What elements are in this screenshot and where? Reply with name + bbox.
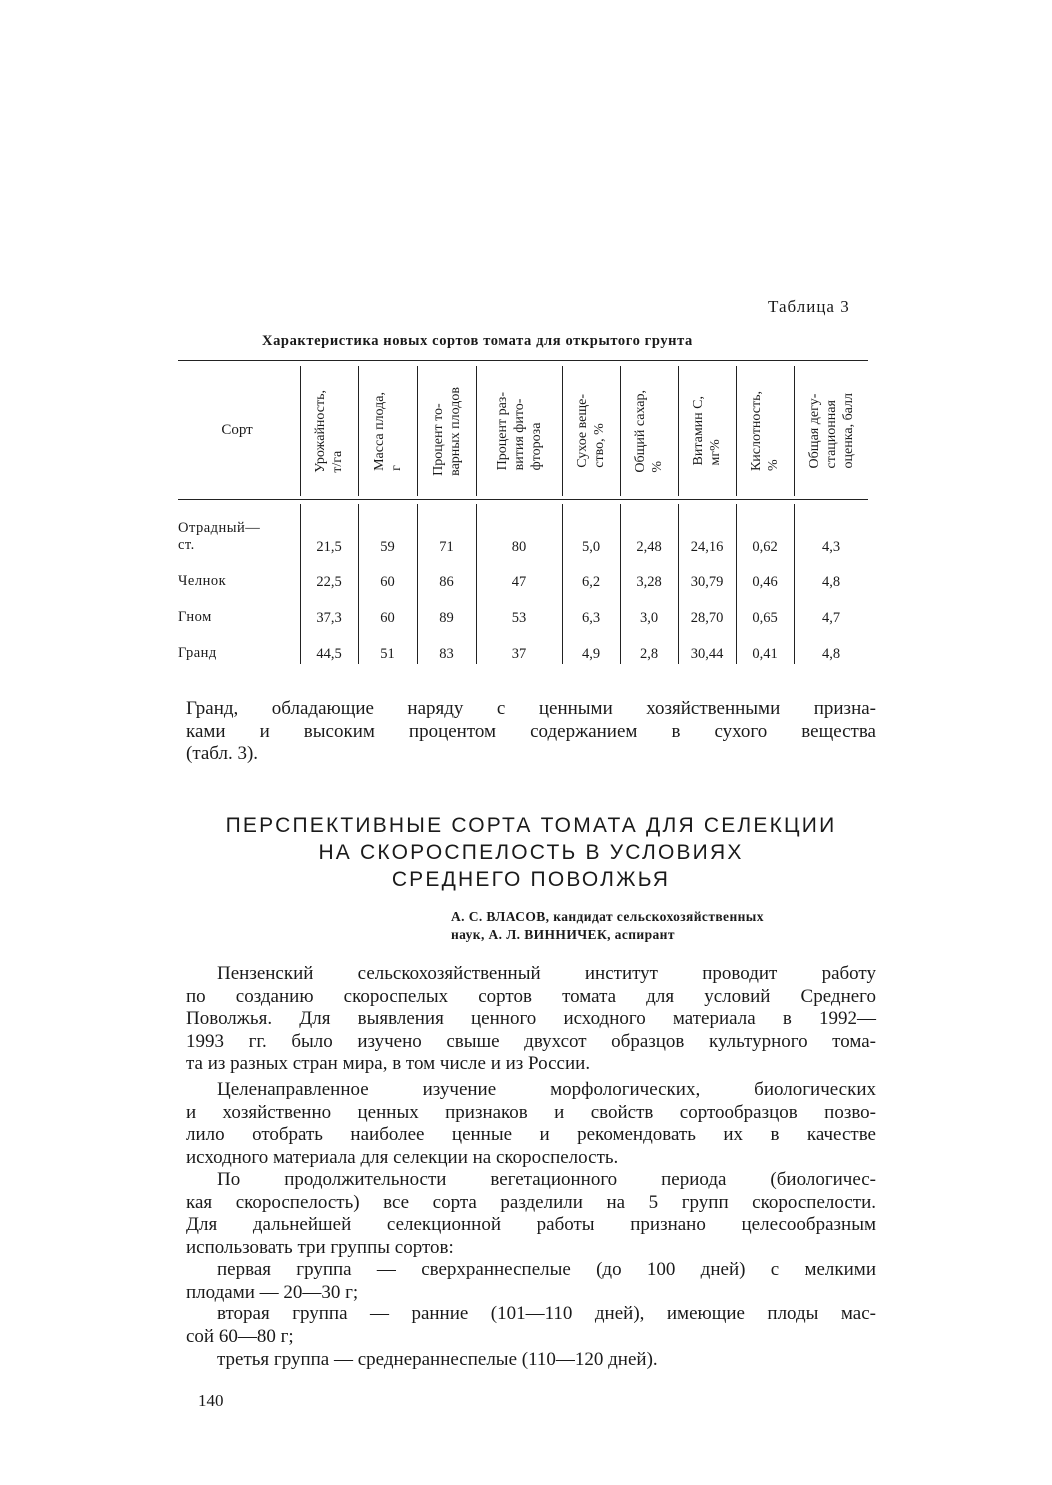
variety-name: Гранд bbox=[178, 645, 217, 661]
body-paragraph bbox=[186, 1259, 876, 1304]
article-title bbox=[186, 812, 876, 893]
column-header-label: Масса плода, г bbox=[371, 391, 404, 471]
table-cell: 4,8 bbox=[821, 574, 841, 590]
table-cell: 0,62 bbox=[752, 539, 778, 555]
title-line: НА СКОРОСПЕЛОСТЬ В УСЛОВИЯХ bbox=[318, 841, 744, 864]
text-line: (табл. 3). bbox=[186, 743, 259, 765]
column-header bbox=[417, 364, 476, 498]
text-line: вторая группа — ранние (101—110 дней), имеющие плоды мас- bbox=[217, 1303, 876, 1324]
column-header-label: Кислотность, % bbox=[749, 390, 781, 472]
text-line: использовать три группы сортов: bbox=[186, 1236, 454, 1258]
table-cell: 4,8 bbox=[821, 646, 841, 662]
table-cell: 59 bbox=[380, 539, 395, 555]
text-line: Для дальнейшей селекционной работы признано целесообразным bbox=[186, 1214, 876, 1236]
text-line: кая скороспелость) все сорта разделили на 5 групп скороспелости. bbox=[186, 1191, 876, 1213]
table-row bbox=[178, 609, 868, 639]
table-cell: 21,5 bbox=[316, 539, 342, 555]
table-cell: 30,79 bbox=[690, 574, 724, 590]
variety-name: Челнок bbox=[178, 573, 227, 589]
table-cell: 2,48 bbox=[636, 539, 662, 555]
text-line: и хозяйственно ценных признаков и свойств сортообразцов позво- bbox=[186, 1101, 876, 1123]
title-line: СРЕДНЕГО ПОВОЛЖЬЯ bbox=[391, 868, 671, 891]
text-line: Гранд, обладающие наряду с ценными хозяйственными призна- bbox=[186, 698, 876, 719]
table-cell: 80 bbox=[511, 539, 527, 555]
column-header-label: Общий сахар, % bbox=[633, 389, 665, 473]
table-cell: 83 bbox=[439, 646, 454, 662]
table-cell: 60 bbox=[380, 574, 395, 590]
table-header-rule bbox=[178, 499, 868, 500]
table-cell: 37,3 bbox=[316, 610, 342, 626]
table-cell: 0,65 bbox=[752, 610, 778, 626]
text-line: Поволжья. Для выявления ценного исходного материала в 1992— bbox=[186, 1008, 876, 1030]
column-header bbox=[476, 364, 562, 498]
table-cell: 71 bbox=[439, 539, 454, 555]
table-cell: 4,3 bbox=[821, 539, 841, 555]
table-cell: 6,3 bbox=[581, 610, 601, 626]
text-line: ками и высоким процентом содержанием в сухого вещества bbox=[186, 720, 876, 742]
table-row bbox=[178, 573, 868, 603]
text-line: та из разных стран мира, в том числе и из России. bbox=[186, 1053, 591, 1075]
table-cell: 22,5 bbox=[316, 574, 342, 590]
page-number: 140 bbox=[198, 1391, 224, 1410]
column-header-label: Процент то- варных плодов bbox=[430, 386, 463, 476]
table-cell: 30,44 bbox=[690, 646, 724, 662]
column-header-label: Процент раз- вития фито- фтороза bbox=[494, 391, 544, 471]
body-paragraph bbox=[186, 1169, 876, 1259]
text-line: 1993 гг. было изучено свыше двухсот образцов культурного тома- bbox=[186, 1030, 876, 1052]
table-cell: 2,8 bbox=[639, 646, 659, 662]
table-cell: 51 bbox=[380, 646, 395, 662]
authors-line: наук, А. Л. ВИННИЧЕК, аспирант bbox=[451, 927, 675, 942]
body-paragraph bbox=[186, 1079, 876, 1169]
column-header bbox=[736, 364, 794, 498]
text-line: первая группа — сверхраннеспелые (до 100 дней) с мелкими bbox=[217, 1259, 876, 1280]
table-cell: 24,16 bbox=[690, 539, 724, 555]
table-cell: 0,46 bbox=[752, 574, 778, 590]
table-cell: 6,2 bbox=[581, 574, 601, 590]
table-cell: 3,0 bbox=[639, 610, 659, 626]
column-header-label: Общая дегу- стационная оценка, балл bbox=[806, 393, 856, 469]
table-cell: 86 bbox=[439, 574, 454, 590]
sort-column-header: Сорт bbox=[221, 422, 253, 438]
column-header bbox=[300, 364, 358, 498]
table-cell: 28,70 bbox=[690, 610, 724, 626]
text-line: По продолжительности вегетационного периода (биологичес- bbox=[217, 1169, 876, 1190]
table-cell: 3,28 bbox=[636, 574, 662, 590]
table-cell: 0,41 bbox=[752, 646, 778, 662]
text-line: по созданию скороспелых сортов томата для условий Среднего bbox=[186, 985, 876, 1007]
intro-paragraph bbox=[186, 698, 876, 766]
table-caption: Характеристика новых сортов томата для открытого грунта bbox=[262, 333, 693, 349]
table-cell: 37 bbox=[511, 646, 527, 662]
body-paragraph bbox=[186, 1303, 876, 1348]
body-paragraph bbox=[186, 963, 876, 1076]
table-cell: 4,9 bbox=[581, 646, 601, 662]
table-cell: 53 bbox=[511, 610, 527, 626]
table-row bbox=[178, 520, 868, 555]
authors-line: А. С. ВЛАСОВ, кандидат сельскохозяйственных bbox=[451, 909, 764, 924]
text-line: Пензенский сельскохозяйственный институт проводит работу bbox=[217, 963, 876, 984]
text-line: третья группа — среднераннеспелые (110—120 дней). bbox=[217, 1349, 658, 1370]
column-header bbox=[358, 364, 417, 498]
column-header bbox=[678, 364, 736, 498]
table-row bbox=[178, 645, 868, 675]
column-header bbox=[620, 364, 678, 498]
variety-name: Отрадный— ст. bbox=[178, 520, 261, 553]
column-header bbox=[794, 364, 868, 498]
table-cell: 47 bbox=[511, 574, 527, 590]
table-cell: 44,5 bbox=[316, 646, 342, 662]
table-cell: 4,7 bbox=[821, 610, 841, 626]
text-line: лило отобрать наиболее ценные и рекомендовать их в качестве bbox=[186, 1124, 876, 1146]
column-header-label: Сухое веще- ство, % bbox=[575, 394, 607, 468]
table-cell: 89 bbox=[439, 610, 454, 626]
text-line: Целенаправленное изучение морфологических, биологических bbox=[217, 1079, 876, 1100]
column-header bbox=[562, 364, 620, 498]
table-top-rule bbox=[178, 360, 868, 361]
table-cell: 5,0 bbox=[581, 539, 601, 555]
text-line: сой 60—80 г; bbox=[186, 1325, 294, 1347]
text-line: плодами — 20—30 г; bbox=[186, 1281, 359, 1303]
body-paragraph bbox=[186, 1349, 876, 1372]
article-authors bbox=[451, 908, 764, 944]
variety-name: Гном bbox=[178, 609, 212, 625]
column-header-label: Урожайность, т/га bbox=[313, 389, 345, 473]
table-cell: 60 bbox=[380, 610, 395, 626]
text-line: исходного материала для селекции на скороспелость. bbox=[186, 1146, 619, 1168]
title-line: ПЕРСПЕКТИВНЫЕ СОРТА ТОМАТА ДЛЯ СЕЛЕКЦИИ bbox=[225, 814, 837, 837]
column-header-label: Витамин С, мг% bbox=[691, 396, 723, 466]
table-number-label: Таблица 3 bbox=[768, 297, 850, 316]
